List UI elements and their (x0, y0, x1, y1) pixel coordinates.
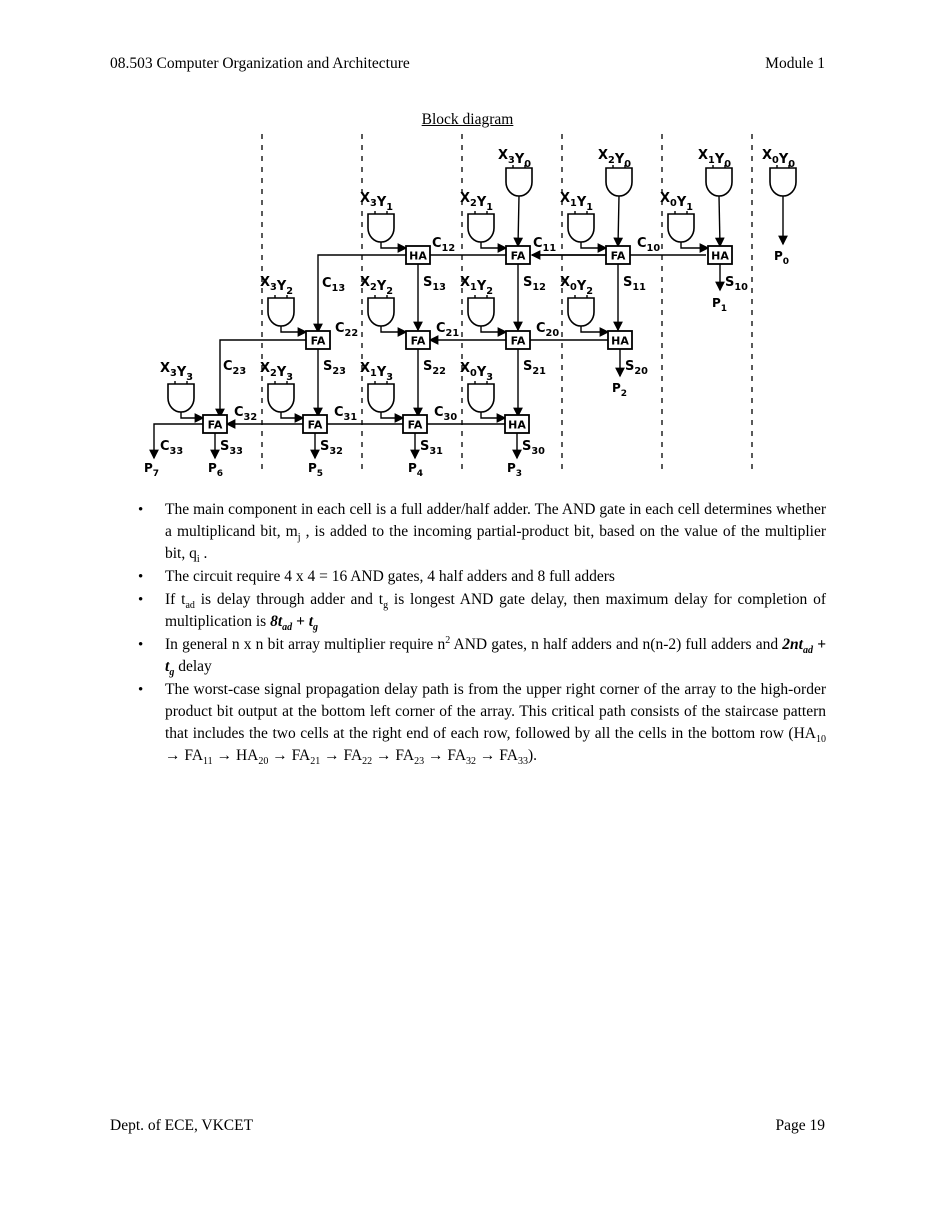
header-course-title: 08.503 Computer Organization and Architecture (110, 55, 410, 72)
adder-cell-label: HA (409, 249, 427, 263)
carry-label: $C_{20}$ (536, 321, 560, 339)
bullet-full-adder-cell: • The main component in each cell is a full adder/half adder. The AND gate in each cell determines whether a multiplicand bit, $m_j$ , is added to the incoming partial-product bit, based on the value of the multiplier bit, $q_i$ . (138, 499, 826, 565)
sum-label: $S_{22}$ (423, 359, 446, 377)
product-label: $P_6$ (208, 461, 224, 479)
signal-wire (381, 326, 406, 332)
and-gate (770, 168, 796, 196)
signal-wire (481, 412, 505, 418)
adder-cell-label: HA (611, 334, 629, 348)
header-module: Module 1 (765, 55, 825, 72)
product-label: $P_2$ (612, 381, 628, 399)
signal-wire (381, 412, 403, 418)
sum-label: $S_{30}$ (522, 439, 545, 457)
gate-label: $X_2Y_3$ (260, 361, 294, 383)
sum-label: $S_{23}$ (323, 359, 346, 377)
gate-label: $X_2Y_2$ (360, 275, 394, 297)
gate-label: $X_0Y_3$ (460, 361, 494, 383)
signal-wire (618, 196, 619, 246)
and-gate (368, 214, 394, 242)
gate-label: $X_3Y_2$ (260, 275, 294, 297)
sum-label: $S_{21}$ (523, 359, 546, 377)
gate-label: $X_0Y_1$ (660, 191, 694, 213)
footer-page-number: Page 19 (775, 1117, 825, 1134)
critical-path-step: → $FA_{33}$ (476, 747, 528, 768)
product-label: $P_3$ (507, 461, 523, 479)
sum-label: $S_{11}$ (623, 275, 646, 293)
adder-cell-label: HA (711, 249, 729, 263)
carry-label: $C_{11}$ (533, 236, 557, 254)
critical-path-step: → $FA_{11}$ (165, 747, 213, 768)
signal-wire (581, 242, 606, 248)
carry-label: $C_{33}$ (160, 439, 184, 457)
gate-label: $X_3Y_0$ (498, 148, 532, 170)
signal-wire (481, 242, 506, 248)
sum-label: $S_{10}$ (725, 275, 748, 293)
gate-label: $X_1Y_1$ (560, 191, 594, 213)
and-gate (368, 384, 394, 412)
signal-wire (719, 196, 720, 246)
bullet-general-n: • In general n x n bit array multiplier require $n^2$ AND gates, n half adders and n(n-2) full adders and $2nt_{ad} + t_g$ delay (138, 634, 826, 678)
gate-label: $X_1Y_2$ (460, 275, 494, 297)
critical-path-step: → $FA_{32}$ (424, 747, 477, 768)
and-gate (606, 168, 632, 196)
bullet-delay: • If $t_{ad}$ is delay through adder and $t_g$ is longest AND gate delay, then maximum delay for completion of multiplication is $8t_{ad} + t_g$ (138, 589, 826, 633)
carry-label: $C_{22}$ (335, 321, 359, 339)
bullet-gate-count: • The circuit require 4 x 4 = 16 AND gates, 4 half adders and 8 full adders (138, 566, 826, 588)
adder-cell-label: FA (410, 334, 426, 348)
sum-label: $S_{12}$ (523, 275, 546, 293)
carry-label: $C_{13}$ (322, 276, 346, 294)
signal-wire (681, 242, 708, 248)
product-label: $P_7$ (144, 461, 160, 479)
signal-wire (481, 326, 506, 332)
adder-cell-label: FA (510, 334, 526, 348)
gate-label: $X_0Y_0$ (762, 148, 796, 170)
adder-cell-label: FA (307, 418, 323, 432)
and-gate (706, 168, 732, 196)
signal-wire (281, 412, 303, 418)
carry-label: $C_{21}$ (436, 321, 460, 339)
signal-wire (281, 326, 306, 332)
gate-label: $X_2Y_1$ (460, 191, 494, 213)
adder-cell-label: FA (207, 418, 223, 432)
carry-label: $C_{32}$ (234, 405, 258, 423)
signal-wire (381, 242, 406, 248)
footer-dept: Dept. of ECE, VKCET (110, 1117, 254, 1134)
signal-wire (518, 196, 519, 246)
product-label: $P_4$ (408, 461, 424, 479)
and-gate (368, 298, 394, 326)
sum-label: $S_{31}$ (420, 439, 443, 457)
carry-label: $C_{10}$ (637, 236, 661, 254)
carry-label: $C_{12}$ (432, 236, 456, 254)
gate-label: $X_2Y_0$ (598, 148, 632, 170)
sum-label: $S_{32}$ (320, 439, 343, 457)
critical-path-step: → $FA_{21}$ (268, 747, 321, 768)
gate-label: $X_1Y_3$ (360, 361, 394, 383)
array-multiplier-diagram (140, 132, 796, 479)
adder-cell-label: HA (508, 418, 526, 432)
and-gate (268, 298, 294, 326)
and-gate (468, 214, 494, 242)
adder-cell-label: FA (407, 418, 423, 432)
carry-label: $C_{23}$ (223, 359, 247, 377)
critical-path-step: → $FA_{23}$ (372, 747, 425, 768)
sum-label: $S_{13}$ (423, 275, 446, 293)
signal-wire (581, 326, 608, 332)
product-label: $P_5$ (308, 461, 324, 479)
adder-cell-label: FA (310, 334, 326, 348)
and-gate (468, 298, 494, 326)
product-label: $P_0$ (774, 249, 790, 267)
product-label: $P_1$ (712, 296, 728, 314)
and-gate (506, 168, 532, 196)
critical-path-step: → $FA_{22}$ (320, 747, 373, 768)
bullet-critical-path: • The worst-case signal propagation delay path is from the upper right corner of the array to the high-order product bit output at the bottom left corner of the array. This critical path consists of the staircase pattern that includes the two cells at the right end of each row, followed by all the cells in the bottom row $(HA_{10} \to FA_{11} \to HA_{20} \to FA_{21} \to FA_{22} \to FA_{23} \to FA_{32} \to FA_{33})$. (138, 679, 826, 767)
gate-label: $X_3Y_3$ (160, 361, 194, 383)
adder-cell-label: FA (610, 249, 626, 263)
gate-label: $X_1Y_0$ (698, 148, 732, 170)
notes-list (138, 499, 826, 768)
critical-path-step: → $HA_{20}$ (212, 747, 269, 768)
and-gate (568, 298, 594, 326)
signal-wire (220, 340, 306, 417)
gate-label: $X_3Y_1$ (360, 191, 394, 213)
critical-path-step: 10 (816, 734, 826, 746)
and-gate (168, 384, 194, 412)
diagram-title: Block diagram (421, 111, 514, 128)
adder-cell-label: FA (510, 249, 526, 263)
and-gate (668, 214, 694, 242)
sum-label: $S_{33}$ (220, 439, 243, 457)
and-gate (568, 214, 594, 242)
gate-label: $X_0Y_2$ (560, 275, 594, 297)
and-gate (468, 384, 494, 412)
sum-label: $S_{20}$ (625, 359, 648, 377)
carry-label: $C_{31}$ (334, 405, 358, 423)
and-gate (268, 384, 294, 412)
signal-wire (181, 412, 203, 418)
carry-label: $C_{30}$ (434, 405, 458, 423)
